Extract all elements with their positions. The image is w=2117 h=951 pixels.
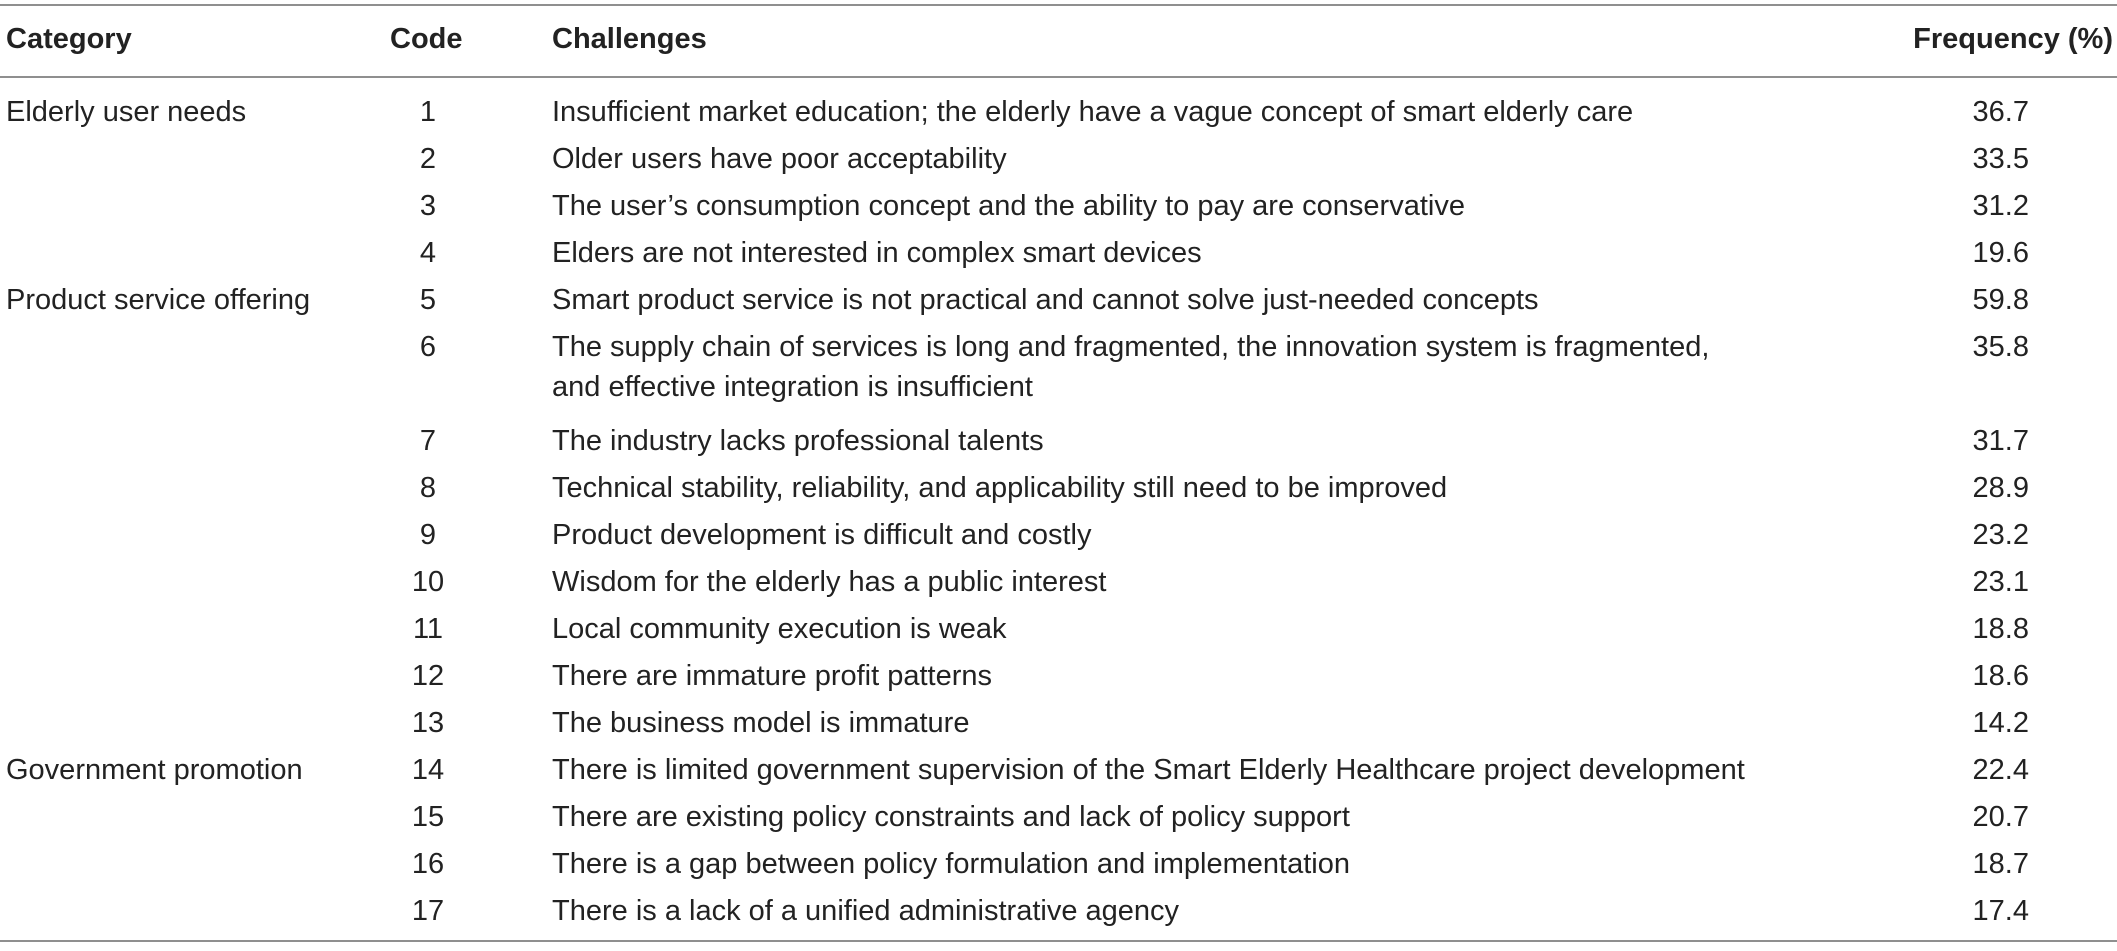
- row-code: 10: [411, 566, 445, 598]
- row-code: 11: [412, 613, 444, 645]
- row-code: 15: [411, 801, 445, 833]
- row-frequency: 35.8: [1972, 331, 2029, 363]
- row-frequency: 22.4: [1972, 754, 2029, 786]
- table-bottom-rule: [0, 940, 2117, 942]
- row-frequency: 18.8: [1972, 613, 2029, 645]
- table-top-rule: [0, 4, 2117, 6]
- row-frequency: 28.9: [1972, 472, 2029, 504]
- row-challenge: Product development is difficult and costly: [552, 519, 1092, 551]
- row-frequency: 31.7: [1972, 425, 2029, 457]
- row-challenge: Wisdom for the elderly has a public interest: [552, 566, 1107, 598]
- row-frequency: 18.6: [1972, 660, 2029, 692]
- row-code: 6: [419, 331, 437, 363]
- row-frequency: 18.7: [1972, 848, 2029, 880]
- row-challenge: The user’s consumption concept and the ability to pay are conservative: [552, 190, 1465, 222]
- row-challenge: There is a gap between policy formulation and implementation: [552, 848, 1350, 880]
- row-challenge: There are existing policy constraints and lack of policy support: [552, 801, 1350, 833]
- table-header-rule: [0, 76, 2117, 78]
- row-code: 1: [419, 96, 437, 128]
- row-code: 16: [411, 848, 445, 880]
- header-category: Category: [6, 23, 132, 55]
- row-frequency: 33.5: [1972, 143, 2029, 175]
- row-frequency: 17.4: [1972, 895, 2029, 927]
- row-frequency: 36.7: [1972, 96, 2029, 128]
- row-frequency: 23.2: [1972, 519, 2029, 551]
- row-frequency: 20.7: [1972, 801, 2029, 833]
- row-challenge: Local community execution is weak: [552, 613, 1007, 645]
- header-code: Code: [390, 23, 463, 55]
- row-code: 8: [419, 472, 437, 504]
- row-frequency: 14.2: [1972, 707, 2029, 739]
- row-challenge: Technical stability, reliability, and applicability still need to be improved: [552, 472, 1448, 504]
- row-challenge: Older users have poor acceptability: [552, 143, 1007, 175]
- row-frequency: 23.1: [1972, 566, 2029, 598]
- row-code: 7: [419, 425, 437, 457]
- row-challenge: Smart product service is not practical and cannot solve just-needed concepts: [552, 284, 1539, 316]
- row-frequency: 31.2: [1972, 190, 2029, 222]
- row-code: 12: [411, 660, 445, 692]
- row-frequency: 59.8: [1972, 284, 2029, 316]
- row-code: 9: [419, 519, 437, 551]
- row-code: 4: [419, 237, 437, 269]
- row-category: Government promotion: [6, 754, 303, 786]
- row-challenge: There are immature profit patterns: [552, 660, 993, 692]
- row-code: 5: [419, 284, 437, 316]
- row-frequency: 19.6: [1972, 237, 2029, 269]
- row-code: 17: [411, 895, 445, 927]
- row-category: Product service offering: [6, 284, 311, 316]
- row-challenge: Insufficient market education; the elderly have a vague concept of smart elderly care: [552, 96, 1634, 128]
- row-challenge: The business model is immature: [552, 707, 970, 739]
- row-code: 13: [411, 707, 445, 739]
- row-challenge: The industry lacks professional talents: [552, 425, 1044, 457]
- header-challenges: Challenges: [552, 23, 707, 55]
- header-frequency: Frequency (%): [1913, 23, 2113, 55]
- row-code: 3: [419, 190, 437, 222]
- row-challenge: There is a lack of a unified administrative agency: [552, 895, 1180, 927]
- row-challenge: Elders are not interested in complex smart devices: [552, 237, 1202, 269]
- row-code: 14: [411, 754, 445, 786]
- row-category: Elderly user needs: [6, 96, 247, 128]
- row-code: 2: [419, 143, 437, 175]
- row-challenge: There is limited government supervision of the Smart Elderly Healthcare project development: [552, 754, 1745, 786]
- row-challenge: The supply chain of services is long and fragmented, the innovation system is fragmented, and effective integration is insufficient: [552, 331, 1710, 403]
